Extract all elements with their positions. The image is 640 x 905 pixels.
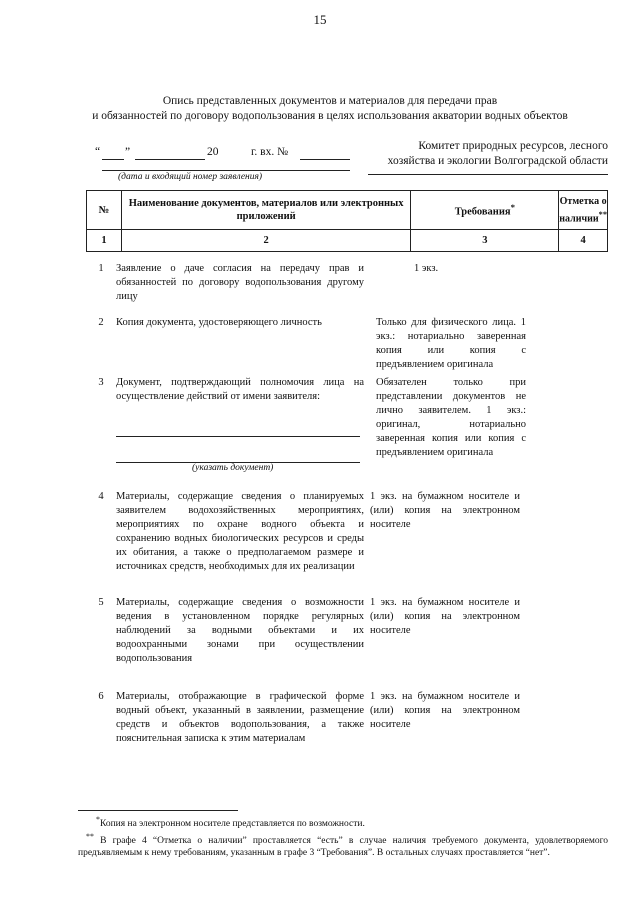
- item-requirements: Только для физического лица. 1 экз.: нотариально заверенная копия или копия с предъявлением оригинала: [376, 317, 526, 370]
- footnote-2: [78, 831, 608, 860]
- item-name: Заявление о даче согласия на передачу прав и обязанностей по договору водопользования другому лицу: [116, 263, 364, 302]
- footnote-1-text: Копия на электронном носителе представляется по возможности.: [99, 819, 365, 830]
- item-number: 4: [98, 491, 104, 502]
- incoming-number-label: г. вх. №: [251, 146, 289, 158]
- item-requirements: Обязателен только при представлении документов не лично заявителем. 1 экз.: оригинал, нотариально заверенная копия или копия с предъявлением оригинала: [376, 377, 526, 458]
- specify-document-caption: (указать документ): [192, 463, 274, 473]
- month-blank-line: [135, 159, 205, 160]
- footnote-mark-1: *: [510, 202, 515, 213]
- column-number-3: 3: [411, 230, 559, 252]
- item-requirements: 1 экз. на бумажном носителе и (или) копия на электронном носителе: [370, 491, 520, 530]
- document-title: [60, 94, 600, 124]
- day-blank-line: [102, 159, 124, 160]
- header-requirements: [411, 191, 559, 230]
- header-availability-label: Отметка о наличии: [559, 195, 607, 225]
- footnote-mark-2: **: [598, 209, 607, 219]
- footnote-2-mark: **: [86, 831, 94, 841]
- item-name: Материалы, отображающие в графической форме водный объект, указанный в заявлении, размещение средств и объектов водопользования, а также пояснительная записка к этим материалам: [116, 691, 364, 744]
- recipient-line-2: хозяйства и экологии Волгоградской области: [387, 155, 608, 167]
- quote-open: “: [95, 146, 101, 158]
- item-number: 1: [98, 263, 104, 274]
- document-blank-line-1: [116, 436, 360, 437]
- recipient-underline: [368, 174, 608, 175]
- table-header: [86, 190, 608, 252]
- footnote-2-text: В графе 4 “Отметка о наличии” проставляется “есть” в случае наличия требуемого документа, удовлетворяемого предъявляемым к нему требованиям, указанным в графе 3 “Требования”. В остальных случаях проставляется “нет”.: [78, 835, 608, 859]
- item-name: Копия документа, удостоверяющего личность: [116, 317, 322, 328]
- item-name: Материалы, содержащие сведения о возможности ведения в установленном порядке регулярных наблюдений за водными объектами и их водоохранными зонами при осуществлении водопользования: [116, 597, 364, 664]
- footnote-1: [96, 814, 608, 831]
- item-number: 6: [98, 691, 104, 702]
- item-name: Документ, подтверждающий полномочия лица на осуществление действий от имени заявителя:: [116, 377, 364, 402]
- registration-underline: [102, 170, 350, 171]
- item-number: 5: [98, 597, 104, 608]
- column-number-1: 1: [87, 230, 122, 252]
- year-prefix: 20: [207, 146, 219, 158]
- item-name: Материалы, содержащие сведения о планируемых заявителем водохозяйственных мероприятиях, мероприятиях по охране водного объекта и сохранению водных биологических ресурсов и среды их обитания, а также о предполагаемом размере и источниках средств, необходимых для их реализации: [116, 491, 364, 572]
- item-number: 3: [98, 377, 104, 388]
- footnote-divider: [78, 810, 238, 811]
- header-availability: [559, 191, 608, 230]
- item-requirements: 1 экз. на бумажном носителе и (или) копия на электронном носителе: [370, 691, 520, 730]
- header-number: №: [87, 191, 122, 230]
- item-requirements: 1 экз.: [414, 263, 439, 274]
- page-number: 15: [313, 12, 327, 27]
- footnotes: [78, 814, 608, 860]
- title-line-2: и обязанностей по договору водопользования в целях использования акватории водных объектов: [92, 110, 568, 122]
- registration-caption: (дата и входящий номер заявления): [118, 172, 263, 182]
- item-number: 2: [98, 317, 104, 328]
- header-document-name: Наименование документов, материалов или электронных приложений: [121, 191, 411, 230]
- column-number-2: 2: [121, 230, 411, 252]
- header-requirements-label: Требования: [454, 206, 511, 218]
- footnote-1-mark: *: [96, 815, 100, 824]
- quote-close: ”: [125, 146, 131, 158]
- number-blank-line: [300, 159, 350, 160]
- recipient-block: [368, 139, 608, 169]
- recipient-line-1: Комитет природных ресурсов, лесного: [418, 140, 608, 152]
- title-line-1: Опись представленных документов и материалов для передачи прав: [162, 95, 498, 107]
- item-requirements: 1 экз. на бумажном носителе и (или) копия на электронном носителе: [370, 597, 520, 636]
- column-number-4: 4: [559, 230, 608, 252]
